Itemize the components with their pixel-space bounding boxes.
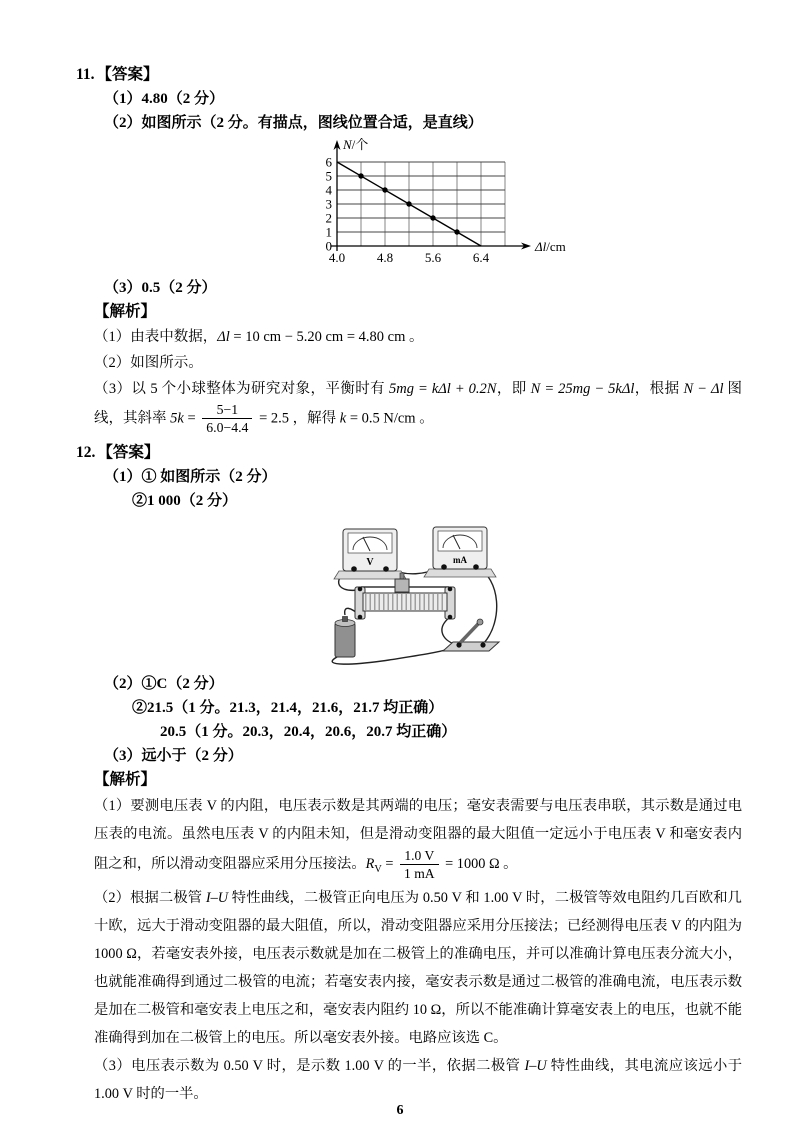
q11-answer-3: （3）0.5（2 分） [104,280,217,296]
text-segment: = 0.5 N/cm 。 [346,410,434,427]
y-tick-label: 3 [325,196,332,212]
milliammeter-terminal-left [441,564,447,570]
milliammeter-terminal-right [473,564,479,570]
y-tick-label: 4 [325,182,332,198]
switch-lever [459,623,479,644]
text-segment: （2）根据二极管 [94,889,206,906]
y-tick-label: 0 [325,238,332,254]
q12-analysis-1 [76,792,742,884]
q11-answer-label: 【答案】 [96,66,159,83]
q11-analysis-label: 【解析】 [94,303,157,320]
n-dl-graph [307,138,742,273]
data-point [430,215,435,220]
n-dl-chart-svg [307,138,579,268]
text-segment: = 2.5 ，解得 [255,410,340,427]
fraction-numerator: 5−1 [202,402,252,419]
q12-answer-5: 20.5（1 分。20.3，20.4，20.6，20.7 均正确） [160,723,457,740]
text-segment: = 10 cm − 5.20 cm = 4.80 cm 。 [229,329,424,345]
switch-base [443,642,499,651]
rheostat-terminal-bottom-right [448,615,453,620]
rheostat-slider [395,579,409,592]
milliammeter [424,527,496,577]
data-point [382,187,387,192]
q12-answer-4: ②21.5（1 分。21.3，21.4，21.6，21.7 均正确） [132,699,444,716]
x-axis-label: Δl/cm [535,239,566,254]
q11-analysis-1 [76,324,742,350]
knife-switch [443,619,499,651]
switch-terminal-right [480,642,485,647]
fraction-denominator: 6.0−4.4 [206,420,249,436]
voltmeter [334,529,406,579]
wire-milliammeter-to-switch [476,566,497,643]
q11-answer-1: （1）4.80（2 分） [104,91,225,107]
q12-answer-label: 【答案】 [97,443,160,461]
y-tick-label: 6 [325,154,332,170]
switch-lever-knob [477,619,483,625]
text-segment: 特性曲线，其电流应该远小于 1.00 V 时的一半。 [94,1057,743,1102]
math-equilibrium-equation: 5mg = kΔl + 0.2N [389,381,497,397]
math-delta-l: Δl [217,329,230,345]
circuit-svg [315,517,515,665]
math-i-u: I–U [205,889,229,906]
data-point [454,229,459,234]
x-tick-label: 5.6 [424,250,442,265]
x-tick-label: 6.4 [472,250,490,265]
y-axis-label: N/个 [343,138,369,152]
wire-rheostat-to-switch [442,617,457,645]
y-tick-label: 5 [325,168,332,184]
q12-answer-1: （1）① 如图所示（2 分） [104,468,277,485]
y-tick-label: 2 [325,210,332,226]
voltmeter-base [334,571,406,579]
text-segment: ，根据 [634,381,684,397]
y-tick-label: 1 [325,224,332,240]
page-number: 6 [396,1103,404,1118]
math-n-equation: N = 25mg − 5kΔl [530,381,635,397]
text-segment: = [381,855,398,872]
switch-terminal-left [456,642,461,647]
battery-cap [343,616,348,621]
text-segment: 特性曲线，二极管正向电压为 0.50 V 和 1.00 V 时，二极管等效电阻约几百欧和几十欧，远大于滑动变阻器的最大阻值，所以，滑动变阻器应采用分压接法；已经测得电压表 V 的内阻为 1000 Ω，若毫安表外接，电压表示数就是加在二极管上的准确电压，并可以准确计算电压表分流大小，也就能准确得到通过二极管的电流；若毫安表内接，毫安表示数是通过二极管的准确电流，电压表示数是加在二极管和毫安表上电压之和，毫安表内阻约 10 Ω，所以不能准确计算毫安表上的电压，也就不能准确得到加在二极管上的电压。所以毫安表外接。电路应该选 C。 [94,889,742,1046]
math-r: R [365,855,375,872]
battery [335,616,355,657]
math-rv [365,855,382,875]
q12-answer-6: （3）远小于（2 分） [104,747,243,764]
slide-rheostat [355,573,455,619]
text-segment: = [183,410,200,427]
q11-analysis-3 [76,376,742,436]
text-segment: （3）电压表示数为 0.50 V 时，是示数 1.00 V 的一半，依据二极管 [94,1057,525,1074]
milliammeter-base [424,569,496,577]
rheostat-terminal-top-right [448,587,453,592]
voltmeter-terminal-left [351,566,357,572]
data-point [358,173,363,178]
slope-fraction [202,402,252,436]
q12-number: 12. [76,443,96,461]
math-r-subscript: V [374,863,382,875]
rheostat-terminal-bottom-left [358,615,363,620]
milliammeter-label: mA [453,554,467,565]
fraction-numerator: 1.0 V [400,848,439,865]
math-i-u: I–U [524,1057,547,1074]
q11-answer-2: （2）如图所示（2 分。有描点，图线位置合适，是直线） [104,115,483,131]
q12-heading [76,440,742,465]
math-k: k [339,410,347,427]
text-segment: （3）以 5 个小球整体为研究对象，平衡时有 [94,381,390,397]
data-point [406,201,411,206]
battery-body [335,623,355,657]
q12-answer-3: （2）①C（2 分） [104,675,224,692]
q12-analysis-label: 【解析】 [94,770,157,788]
fraction-denominator: 1 mA [404,866,435,882]
q12-analysis-2 [76,884,742,1052]
math-slope-5k: 5k [170,410,184,427]
text-segment: 图线，其斜率 [94,381,743,427]
voltmeter-terminal-right [383,566,389,572]
math-n-dl: N − Δl [683,381,724,397]
circuit-diagram [315,517,742,670]
text-segment: ，即 [496,381,531,397]
q12-answer-2: ②1 000（2 分） [132,492,238,509]
voltmeter-label: V [366,556,374,568]
x-tick-label: 4.8 [376,250,394,265]
q12-analysis-3 [76,1052,742,1108]
text-segment: = 1000 Ω 。 [441,855,518,872]
q11-number: 11. [76,66,95,83]
q11-heading [76,62,742,87]
text-segment: （1）要测电压表 V 的内阻，电压表示数是其两端的电压；毫安表需要与电压表串联，其示数是通过电压表的电流。虽然电压表 V 的内阻未知，但是滑动变阻器的最大阻值一定远小于电压表 V 和毫安表内阻之和，所以滑动变阻器应采用分压接法。 [94,797,742,872]
q11-analysis-2: （2）如图所示。 [94,355,203,371]
rheostat-terminal-top-left [358,587,363,592]
rheostat-coil-tube [363,593,447,611]
text-segment: （1）由表中数据， [94,329,218,345]
x-tick-label: 4.0 [328,250,346,265]
rv-fraction [400,848,439,881]
